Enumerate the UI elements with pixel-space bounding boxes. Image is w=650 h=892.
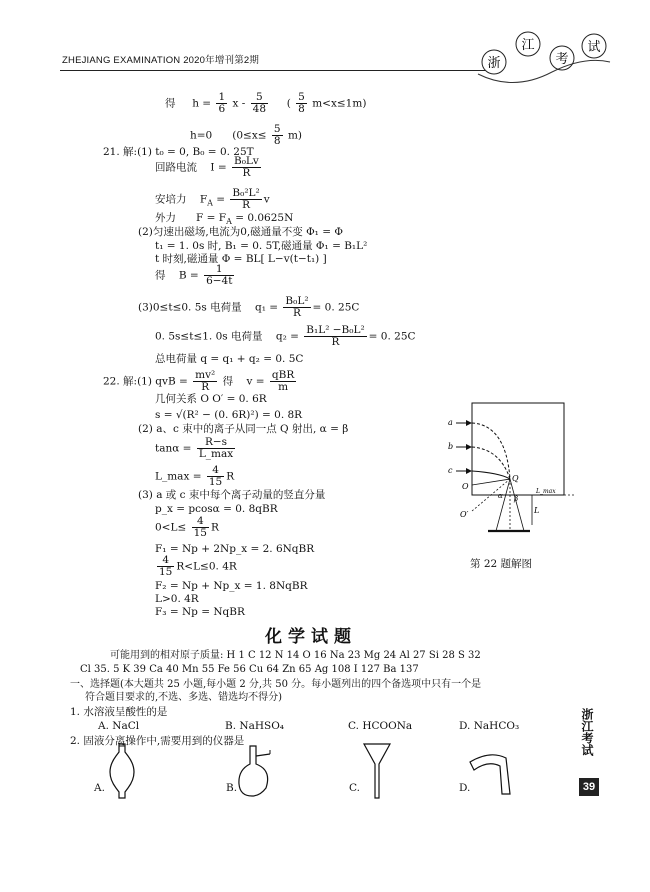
fig-label-O-prime: O′ xyxy=(460,510,469,519)
q21-line5: (2)匀速出磁场,电流为0,磁通量不变 Φ₁ = Φ xyxy=(138,226,343,238)
q21-line7: t 时刻,磁通量 Φ = BL[ L−v(t−t₁) ] xyxy=(155,253,327,265)
q2-option-d: D. xyxy=(459,782,471,794)
q22-line6: L_max = $\frac{4}{15}$ R xyxy=(155,464,235,488)
q1-option-c: C. HCOONa xyxy=(348,720,413,732)
chem-masses-line1: 可能用到的相对原子质量: H 1 C 12 N 14 O 16 Na 23 Mg 24 Al 27 Si 28 S 32 xyxy=(110,650,481,661)
fig-label-beta: β xyxy=(514,495,519,503)
q1-option-b: B. NaHSO₄ xyxy=(225,720,285,732)
chem-q1: 1. 水溶液呈酸性的是 xyxy=(70,706,168,718)
q21-line8: 得 B = $\frac{1}{6-4t}$ xyxy=(155,263,233,287)
q22-line9: 0<L≤ $\frac{4}{15}$ R xyxy=(155,515,219,539)
fig-label-alpha: α xyxy=(498,492,503,500)
q20-line1: 得 h = $\frac{1}{6}$ x - $\frac{5}{48}$ ( $\frac{5}{8}$ m<x≤1m) xyxy=(165,91,367,115)
q20-line2: h=0 (0≤x≤ $\frac{5}{8}$ m) xyxy=(190,123,303,147)
q21-line4: 外力 $F = F_A = 0.0625N$ xyxy=(155,212,294,227)
q2-option-a: A. xyxy=(94,782,105,794)
chem-title: 化学试题 xyxy=(265,627,357,647)
q22-line1: 22. 解:(1) qvB = $\frac{\text{mv²}}{R}$ 得 v = $\frac{\text{qBR}}{m}$ xyxy=(103,369,295,393)
q22-figure xyxy=(448,395,578,545)
apparatus-a-icon xyxy=(102,742,142,800)
q22-line4: (2) a、c 束中的离子从同一点 Q 射出, α = β xyxy=(138,423,349,435)
chem-q2: 2. 固液分离操作中,需要用到的仪器是 xyxy=(70,735,245,747)
q22-line13: L>0. 4R xyxy=(155,593,199,605)
chem-section1: 一、选择题(本大题共 25 小题,每小题 2 分,共 50 分。每小题列出的四个备选项中只有一个是 xyxy=(70,679,482,690)
fig-label-c: c xyxy=(448,466,453,475)
q22-line8: p_x = pcosα = 0. 8qBR xyxy=(155,503,278,515)
q21-line2: 回路电流 I = $\frac{\text{B₀Lv}}{R}$ xyxy=(155,155,259,179)
header-title: ZHEJIANG EXAMINATION 2020年增刊第2期 xyxy=(62,55,260,66)
logo-char: 考 xyxy=(555,52,569,67)
logo-char: 浙 xyxy=(487,56,501,71)
apparatus-d-icon xyxy=(466,748,514,798)
q21-line1: 21. 解:(1) t₀ = 0, B₀ = 0. 25T xyxy=(103,146,254,158)
q22-line12: F₂ = Np + Np_x = 1. 8NqBR xyxy=(155,580,308,592)
q21-line6: t₁ = 1. 0s 时, B₁ = 0. 5T,磁通量 Φ₁ = B₁L² xyxy=(155,240,368,252)
q22-line5: tanα = $\frac{R-s}{L\_\max}$ xyxy=(155,436,234,460)
q21-line11: 总电荷量 q = q₁ + q₂ = 0. 5C xyxy=(155,353,304,365)
apparatus-b-icon xyxy=(236,744,284,798)
apparatus-c-icon xyxy=(362,742,392,800)
fig-label-L: L xyxy=(534,506,540,515)
header-rule xyxy=(60,70,485,71)
side-label: 浙江考试 xyxy=(580,708,594,756)
page-number: 39 xyxy=(579,778,599,796)
fig-label-a: a xyxy=(448,418,453,427)
q2-option-c: C. xyxy=(349,782,360,794)
chem-masses-line2: Cl 35. 5 K 39 Ca 40 Mn 55 Fe 56 Cu 64 Zn 65 Ag 108 I 127 Ba 137 xyxy=(80,664,419,675)
fig-label-O: O xyxy=(462,482,469,491)
fig-label-Lmax: L_max xyxy=(536,488,556,495)
journal-logo xyxy=(474,22,614,92)
q22-line14: F₃ = Np = NqBR xyxy=(155,606,245,618)
q21-line9: (3)0≤t≤0. 5s 电荷量 q₁ = $\frac{\text{B₀L²}}{R}$ = 0. 25C xyxy=(138,295,360,319)
q22-line3: s = √(R² − (0. 6R)²) = 0. 8R xyxy=(155,409,303,421)
q22-line11: $\frac{4}{15}$ R<L≤0. 4R xyxy=(159,554,237,578)
figure-caption: 第 22 题解图 xyxy=(470,558,533,570)
q1-option-a: A. NaCl xyxy=(98,720,140,732)
q2-option-b: B. xyxy=(226,782,238,794)
logo-char: 试 xyxy=(587,40,601,55)
q21-line10: 0. 5s≤t≤1. 0s 电荷量 q₂ = $\frac{\text{B₁L² −B₀L²}}{R}$ = 0. 25C xyxy=(155,324,416,348)
q21-line3: 安培力 $F_A$ = $\frac{\text{B₀²L²}}{R}$ v xyxy=(155,187,270,211)
chem-section1-cont: 符合题目要求的,不选、多选、错选均不得分) xyxy=(85,692,283,703)
fig-label-Q: Q xyxy=(512,474,519,483)
q1-option-d: D. NaHCO₃ xyxy=(459,720,520,732)
q22-line7: (3) a 或 c 束中每个离子动量的竖直分量 xyxy=(138,489,326,501)
fig-label-b: b xyxy=(448,442,454,451)
q22-line2: 几何关系 O O′ = 0. 6R xyxy=(155,393,267,405)
q22-line10: F₁ = Np + 2Np_x = 2. 6NqBR xyxy=(155,543,315,555)
logo-char: 江 xyxy=(521,38,535,53)
